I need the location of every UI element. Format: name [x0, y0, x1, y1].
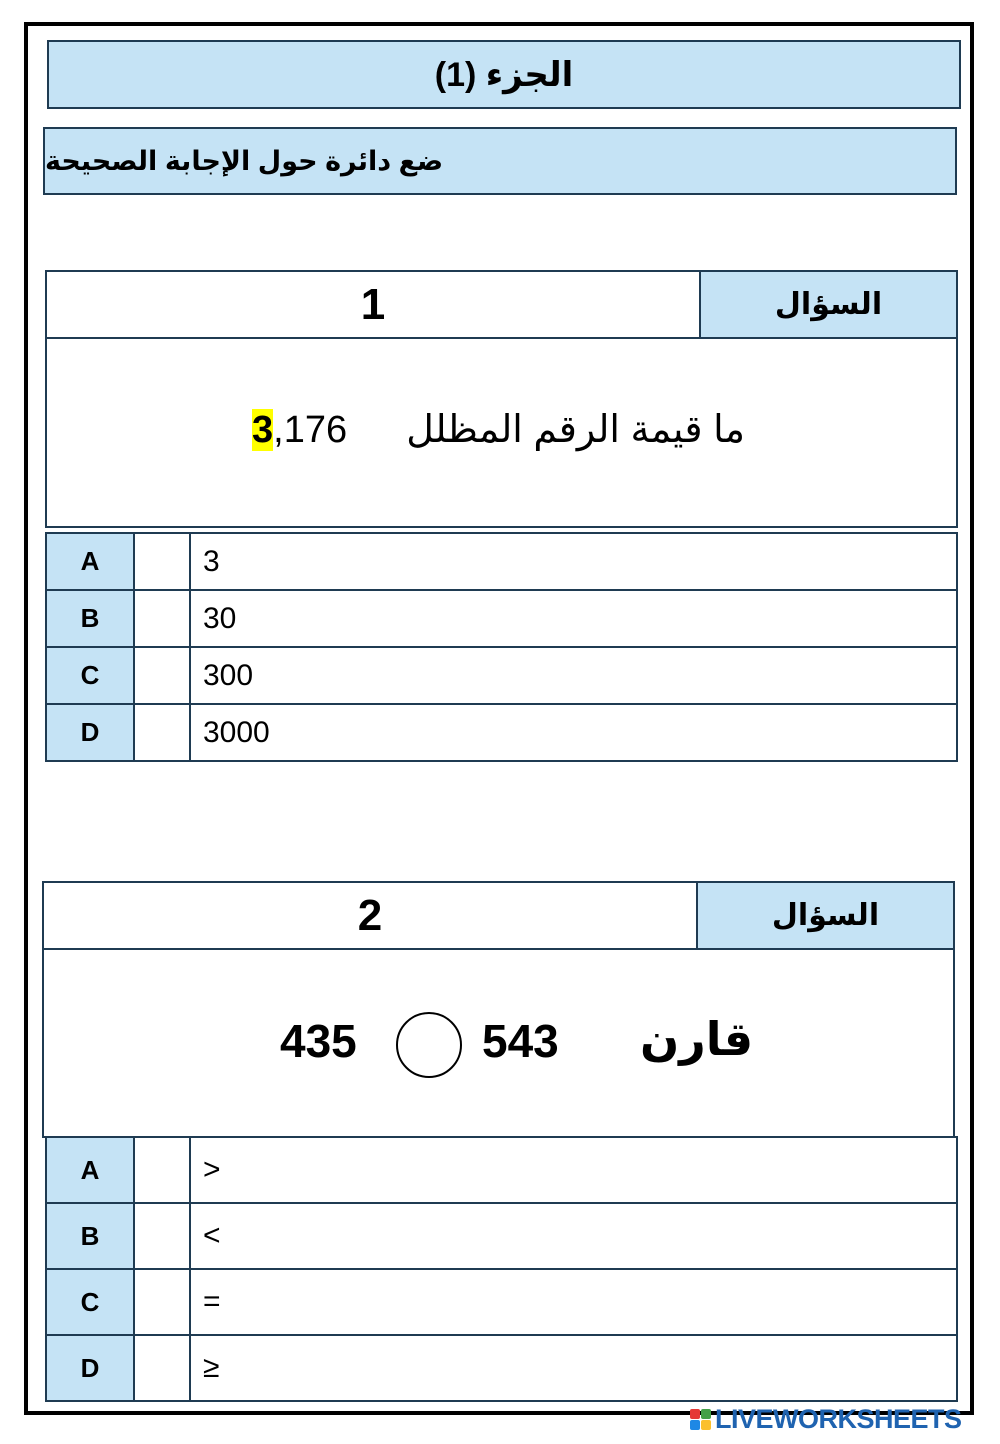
question-1-options [45, 532, 958, 762]
question-1-body [45, 339, 958, 528]
question-2-body [42, 950, 955, 1138]
option-row[interactable] [46, 1269, 957, 1335]
watermark-text: LIVEWORKSHEETS [715, 1404, 962, 1434]
option-value: 3000 [190, 704, 957, 761]
section-title [47, 40, 961, 109]
option-value: = [190, 1269, 957, 1335]
option-value: > [190, 1137, 957, 1203]
answer-cell[interactable] [134, 647, 190, 704]
option-value: 3 [190, 533, 957, 590]
question-2-label: السؤال [698, 883, 953, 948]
left-number: 543 [482, 1015, 559, 1067]
answer-cell[interactable] [134, 590, 190, 647]
option-value: 30 [190, 590, 957, 647]
option-row[interactable] [46, 647, 957, 704]
question-2-options [45, 1136, 958, 1402]
option-letter: A [46, 533, 134, 590]
option-row[interactable] [46, 1203, 957, 1269]
option-row[interactable] [46, 704, 957, 761]
answer-cell[interactable] [134, 1269, 190, 1335]
compare-circle[interactable] [396, 1012, 462, 1078]
option-row[interactable] [46, 1137, 957, 1203]
option-value: < [190, 1203, 957, 1269]
question-1-prompt: ما قيمة الرقم المظلل [406, 409, 746, 451]
answer-cell[interactable] [134, 1203, 190, 1269]
question-1-label: السؤال [701, 272, 956, 337]
question-1-number: 1 [47, 272, 701, 337]
option-letter: B [46, 590, 134, 647]
option-letter: D [46, 1335, 134, 1401]
option-row[interactable] [46, 1335, 957, 1401]
watermark [690, 1404, 962, 1435]
option-row[interactable] [46, 590, 957, 647]
question-1-header [45, 270, 958, 339]
option-row[interactable] [46, 533, 957, 590]
right-number: 435 [280, 1015, 357, 1067]
option-value: 300 [190, 647, 957, 704]
answer-cell[interactable] [134, 1137, 190, 1203]
liveworksheets-logo-icon [690, 1409, 711, 1430]
option-value: ≥ [190, 1335, 957, 1401]
shaded-digit: 3 [252, 409, 274, 451]
answer-cell[interactable] [134, 533, 190, 590]
section-title-text: الجزء (1) [434, 55, 574, 94]
instruction-text: ضع دائرة حول الإجابة الصحيحة [45, 145, 444, 176]
question-2-prompt: قارن [640, 1013, 754, 1065]
number-rest: ,176 [273, 409, 348, 451]
option-letter: C [46, 647, 134, 704]
option-letter: B [46, 1203, 134, 1269]
question-2-header [42, 881, 955, 950]
instruction-bar [43, 127, 957, 195]
answer-cell[interactable] [134, 704, 190, 761]
question-2-number: 2 [44, 883, 698, 948]
answer-cell[interactable] [134, 1335, 190, 1401]
option-letter: C [46, 1269, 134, 1335]
question-1-prompt-line [252, 407, 745, 452]
option-letter: A [46, 1137, 134, 1203]
option-letter: D [46, 704, 134, 761]
